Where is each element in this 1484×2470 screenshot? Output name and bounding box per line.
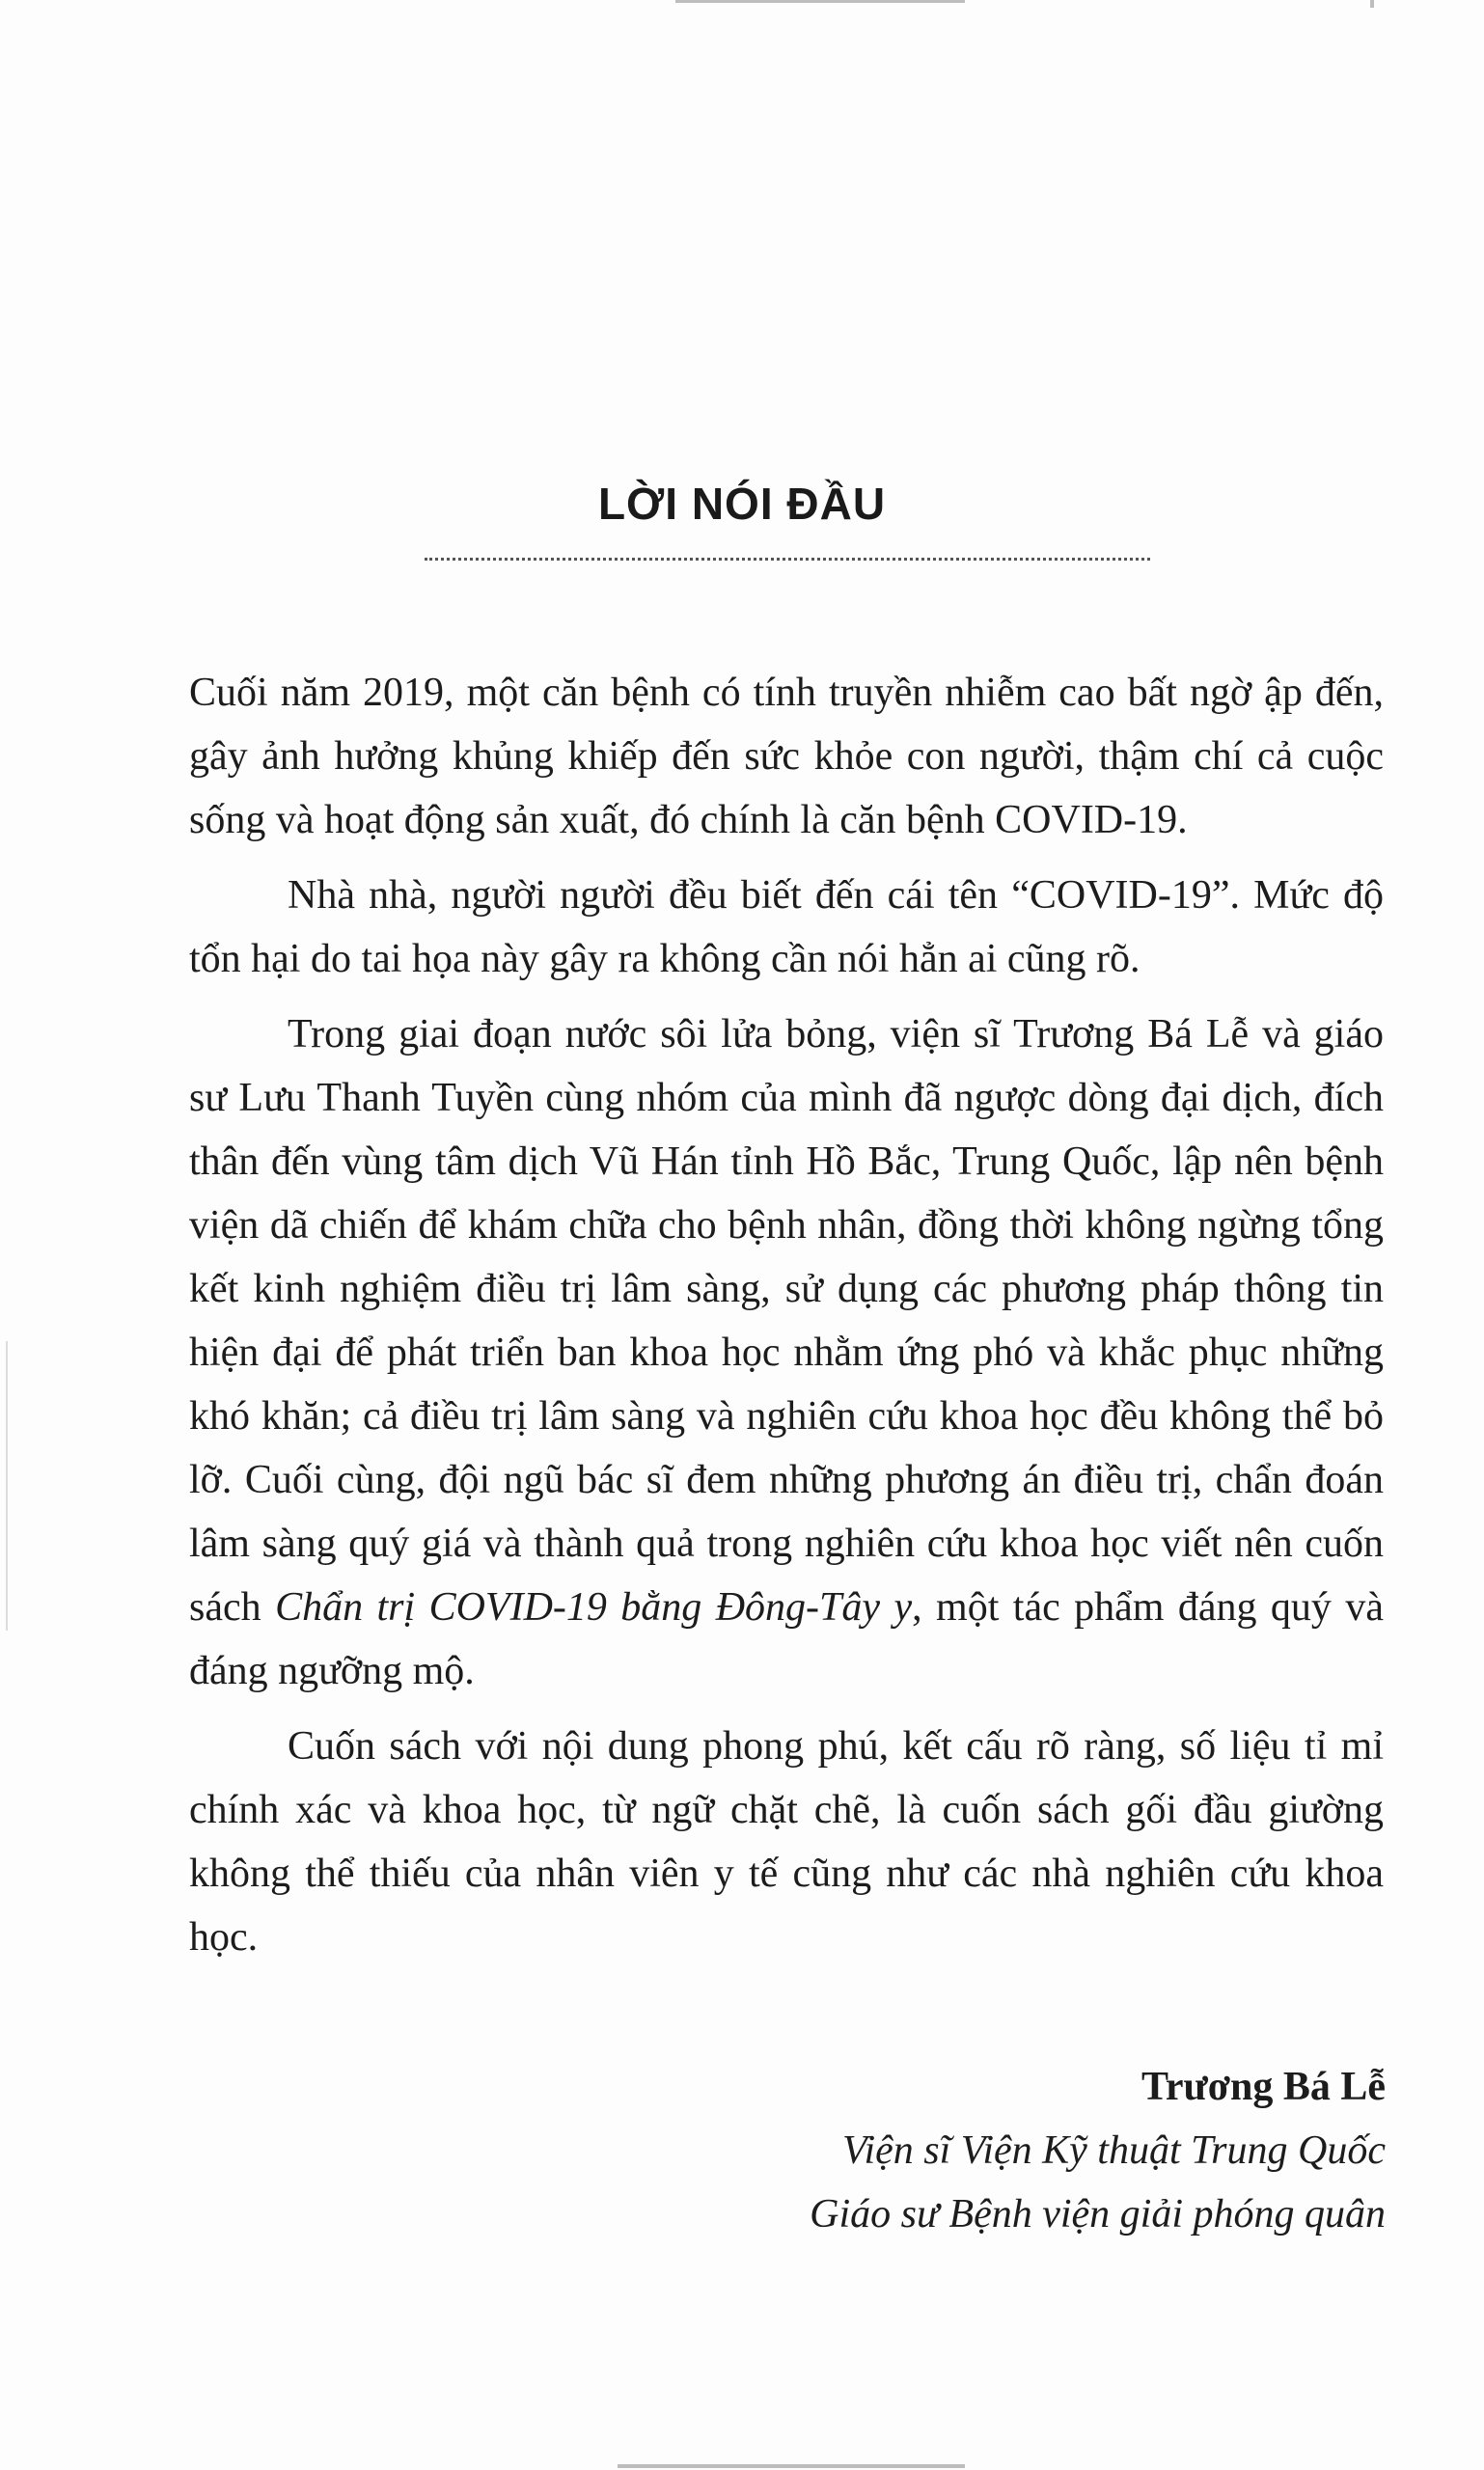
signature-name: Trương Bá Lễ [1140,2065,1386,2109]
paragraph-4: Cuốn sách với nội dung phong phú, kết cấu rõ ràng, số liệu tỉ mỉ chính xác và khoa học, từ ngữ chặt chẽ, là cuốn sách gối đầu giường không thể thiếu của nhân viên y tế cũng như các nhà nghiên cứu khoa học. [189,1724,1384,1960]
page-title: LỜI NÓI ĐẦU [597,479,887,529]
signature-block [810,2055,1386,2246]
scan-artifact-left-edge [6,1341,8,1631]
body-text [189,661,1384,1981]
title-dotted-rule [425,558,1150,561]
paragraph-3-tail: , một tác phẩm đáng quý và đáng ngưỡng mộ. [189,1585,1384,1693]
book-title: Chẩn trị COVID-19 bằng Đông-Tây y [275,1585,913,1630]
paragraph-3 [189,1002,1384,1703]
scan-artifact-bottom [618,2464,965,2468]
paragraph-1: Cuối năm 2019, một căn bệnh có tính truyền nhiễm cao bất ngờ ập đến, gây ảnh hưởng khủng khiếp đến sức khỏe con người, thậm chí cả cuộc sống và hoạt động sản xuất, đó chính là căn bệnh COVID-19. [189,671,1384,842]
scan-artifact-top-right [1370,0,1374,8]
paragraph-2: Nhà nhà, người người đều biết đến cái tên “COVID-19”. Mức độ tổn hại do tai họa này gây ra không cần nói hẳn ai cũng rõ. [189,873,1384,981]
scan-artifact-top [675,0,965,3]
paragraph-3-text: Trong giai đoạn nước sôi lửa bỏng, viện sĩ Trương Bá Lễ và giáo sư Lưu Thanh Tuyền cùng nhóm của mình đã ngược dòng đại dịch, đích thân đến vùng tâm dịch Vũ Hán tỉnh Hồ Bắc, Trung Quốc, lập nên bệnh viện dã chiến để khám chữa cho bệnh nhân, đồng thời không ngừng tổng kết kinh nghiệm điều trị lâm sàng, sử dụng các phương pháp thông tin hiện đại để phát triển ban khoa học nhằm ứng phó và khắc phục những khó khăn; cả điều trị lâm sàng và nghiên cứu khoa học đều không thể bỏ lỡ. Cuối cùng, đội ngũ bác sĩ đem những phương án điều trị, chẩn đoán lâm sàng quý giá và thành quả trong nghiên cứu khoa học viết nên cuốn sách [189,1012,1384,1630]
signature-role-2: Giáo sư Bệnh viện giải phóng quân [810,2192,1386,2237]
signature-role-1: Viện sĩ Viện Kỹ thuật Trung Quốc [841,2128,1386,2173]
